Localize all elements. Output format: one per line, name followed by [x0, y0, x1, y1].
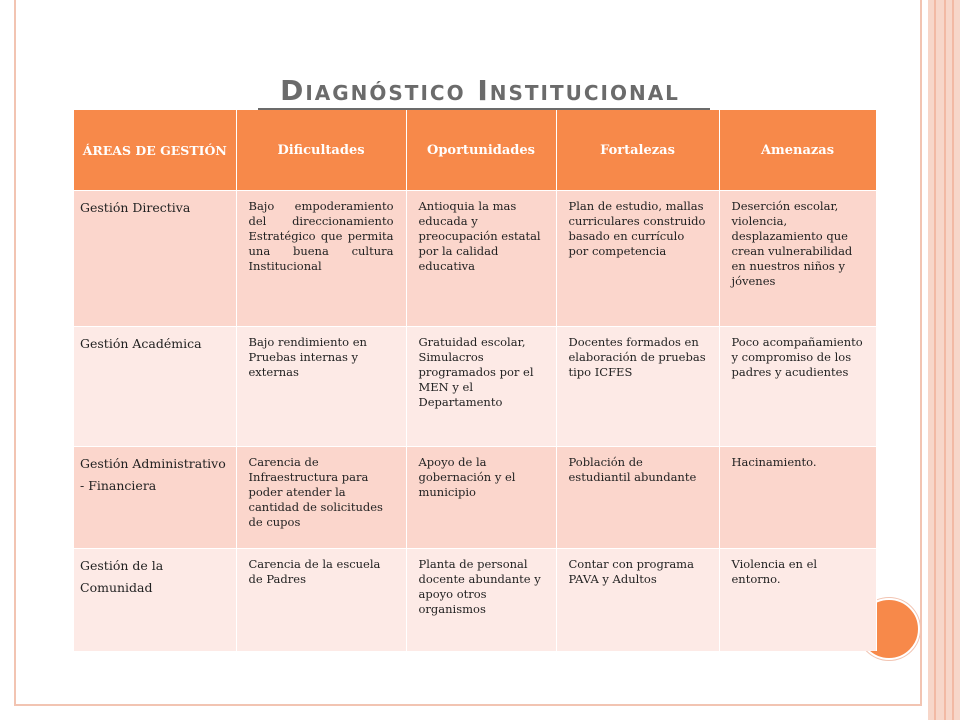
cell-area: Gestión Administrativo - Financiera: [74, 447, 236, 549]
cell-amenazas: Poco acompañamiento y compromiso de los padres y acudientes: [719, 327, 876, 447]
cell-oportunidades: Apoyo de la gobernación y el municipio: [406, 447, 556, 549]
header-oportunidades: Oportunidades: [406, 110, 556, 191]
table-row: [74, 549, 876, 651]
page-title: Diagnóstico Institucional: [280, 74, 680, 107]
right-decor-line-3: [952, 0, 954, 720]
cell-oportunidades: Gratuidad escolar, Simulacros programados por el MEN y el Departamento: [406, 327, 556, 447]
cell-dificultades: Bajo rendimiento en Pruebas internas y externas: [236, 327, 406, 447]
table-header-row: [74, 110, 876, 191]
cell-amenazas: Hacinamiento.: [719, 447, 876, 549]
table-row: [74, 327, 876, 447]
header-areas: ÁREAS DE GESTIÓN: [74, 110, 236, 191]
cell-area: Gestión Académica: [74, 327, 236, 447]
header-fortalezas: Fortalezas: [556, 110, 719, 191]
cell-dificultades: Carencia de Infraestructura para poder atender la cantidad de solicitudes de cupos: [236, 447, 406, 549]
cell-fortalezas: Docentes formados en elaboración de pruebas tipo ICFES: [556, 327, 719, 447]
swot-table: [74, 110, 877, 651]
header-amenazas: Amenazas: [719, 110, 876, 191]
cell-amenazas: Deserción escolar, violencia, desplazamiento que crean vulnerabilidad en nuestros niños y jóvenes: [719, 191, 876, 327]
cell-fortalezas: Plan de estudio, mallas curriculares construido basado en currículo por competencia: [556, 191, 719, 327]
table-row: [74, 447, 876, 549]
cell-fortalezas: Población de estudiantil abundante: [556, 447, 719, 549]
cell-area: Gestión de la Comunidad: [74, 549, 236, 651]
table-row: [74, 191, 876, 327]
cell-oportunidades: Planta de personal docente abundante y apoyo otros organismos: [406, 549, 556, 651]
header-dificultades: Dificultades: [236, 110, 406, 191]
cell-dificultades: Carencia de la escuela de Padres: [236, 549, 406, 651]
cell-oportunidades: Antioquia la mas educada y preocupación estatal por la calidad educativa: [406, 191, 556, 327]
right-decor-line-2: [944, 0, 946, 720]
cell-area: Gestión Directiva: [74, 191, 236, 327]
cell-amenazas: Violencia en el entorno.: [719, 549, 876, 651]
cell-dificultades: Bajo empoderamiento del direccionamiento Estratégico que permita una buena cultura Institucional: [236, 191, 406, 327]
cell-fortalezas: Contar con programa PAVA y Adultos: [556, 549, 719, 651]
right-decor-line-1: [934, 0, 936, 720]
